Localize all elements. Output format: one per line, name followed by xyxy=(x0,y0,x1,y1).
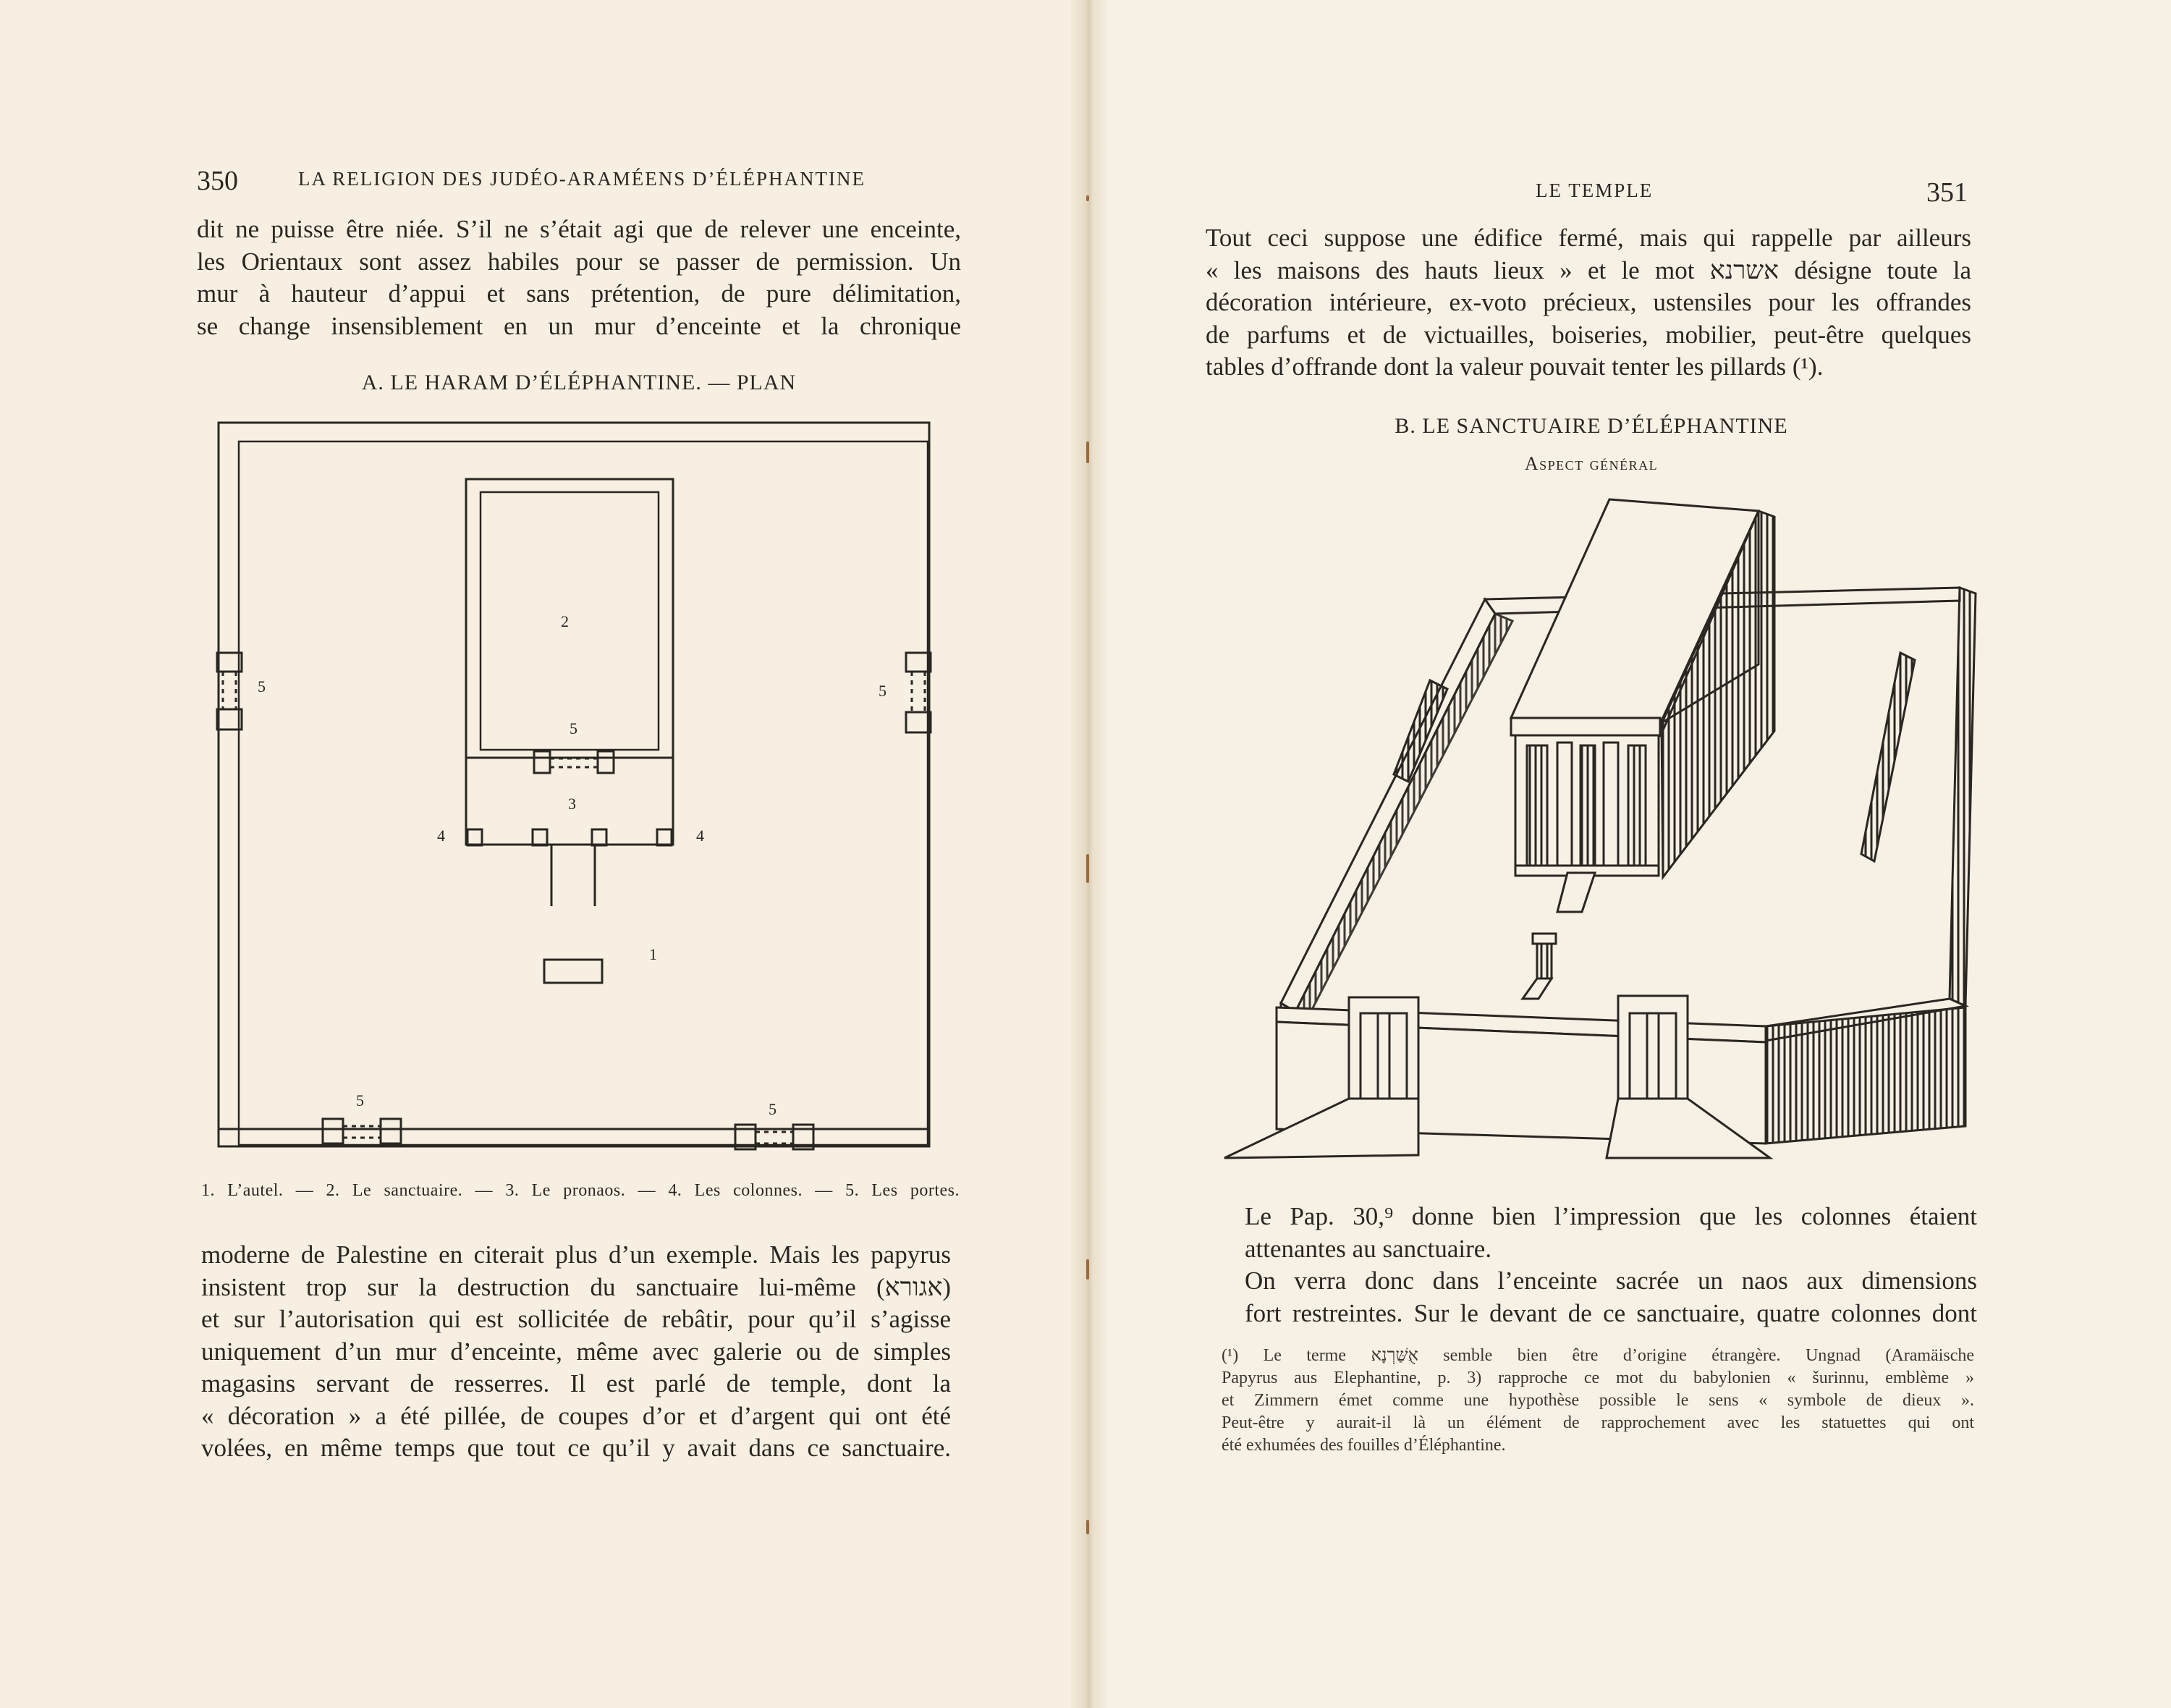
footnote-line: été exhumées des fouilles d’Éléphantine. xyxy=(1222,1436,1506,1455)
plan-label-5: 5 xyxy=(570,719,577,737)
footnote-line: et Zimmern émet comme une hypothèse possible le sens « symbole de dieux ». xyxy=(1222,1391,1974,1410)
footnote xyxy=(1222,1345,1974,1457)
plan-label-5: 5 xyxy=(769,1100,776,1118)
plan-label-5: 5 xyxy=(258,677,266,696)
text-line: de parfums et de victuailles, boiseries, mobilier, peut-être quelques xyxy=(1206,320,1971,349)
page-number-left: 350 xyxy=(197,166,238,196)
text-line: uniquement d’un mur d’enceinte, même avec galerie ou de simples xyxy=(201,1337,951,1366)
plan-legend: 1. L’autel. — 2. Le sanctuaire. — 3. Le pronaos. — 4. Les colonnes. — 5. Les portes. xyxy=(201,1181,960,1200)
plan-label-5: 5 xyxy=(879,682,886,700)
page-number-right: 351 xyxy=(1926,177,1968,208)
text-line: se change insensiblement en un mur d’enceinte et la chronique xyxy=(197,311,961,340)
plan-label-4: 4 xyxy=(696,826,704,845)
footnote-line: Papyrus aus Elephantine, p. 3) rapproche ce mot du babylonien « šurinnu, emblème » xyxy=(1222,1369,1974,1387)
text-line: mur à hauteur d’appui et sans prétention, de pure délimitation, xyxy=(197,279,961,308)
text-line: insistent trop sur la destruction du sanctuaire lui-même (אגורא) xyxy=(201,1272,951,1301)
footnote-line: Peut-être y aurait-il là un élément de rapprochement avec les statuettes qui ont xyxy=(1222,1413,1974,1432)
text-line: moderne de Palestine en citerait plus d’un exemple. Mais les papyrus xyxy=(201,1240,951,1269)
text-line: les Orientaux sont assez habiles pour se passer de permission. Un xyxy=(197,247,961,276)
text-line: magasins servant de resserres. Il est parlé de temple, dont la xyxy=(201,1369,951,1398)
running-head-left: LA RELIGION DES JUDÉO-ARAMÉENS D’ÉLÉPHANTINE xyxy=(298,168,866,190)
plan-label-4: 4 xyxy=(437,826,445,845)
running-head-right: LE TEMPLE xyxy=(1536,179,1654,201)
text-line: Tout ceci suppose une édifice fermé, mais qui rappelle par ailleurs xyxy=(1206,224,1971,252)
plan-label-5: 5 xyxy=(356,1091,364,1109)
text-line: « les maisons des hauts lieux » et le mot אשרנא désigne toute la xyxy=(1206,255,1971,284)
right-paragraph-2 xyxy=(1245,1201,1977,1329)
text-line: et sur l’autorisation qui est sollicitée de rebâtir, pour qu’il s’agisse xyxy=(201,1305,951,1333)
text-line: fort restreintes. Sur le devant de ce sanctuaire, quatre colonnes dont xyxy=(1245,1298,1977,1327)
text-line: On verra donc dans l’enceinte sacrée un naos aux dimensions xyxy=(1245,1267,1977,1295)
plan-label-3: 3 xyxy=(568,795,576,813)
figure-subcaption-b: Aspect général xyxy=(1524,453,1659,474)
text-line: volées, en même temps que tout ce qu’il y avait dans ce sanctuaire. xyxy=(201,1434,951,1462)
figure-caption-b: B. LE SANCTUAIRE D’ÉLÉPHANTINE xyxy=(1395,414,1788,438)
text-line: Le Pap. 30,⁹ donne bien l’impression que les colonnes étaient xyxy=(1245,1202,1977,1230)
plan-label-2: 2 xyxy=(561,612,569,630)
text-line: dit ne puisse être niée. S’il ne s’était agi que de relever une enceinte, xyxy=(197,215,961,243)
text-line: « décoration » a été pillée, de coupes d’or et d’argent qui ont été xyxy=(201,1401,951,1430)
footnote-line: (¹) Le terme אֻשַּׁרְנָא semble bien être d’origine étrangère. Ungnad (Aramäische xyxy=(1222,1346,1975,1365)
plan-label-1: 1 xyxy=(649,945,657,963)
text-line: tables d’offrande dont la valeur pouvait tenter les pillards (¹). xyxy=(1206,352,1824,381)
figure-caption-a: A. LE HARAM D’ÉLÉPHANTINE. — PLAN xyxy=(361,371,797,394)
text-line: attenantes au sanctuaire. xyxy=(1245,1234,1492,1263)
text-line: décoration intérieure, ex-voto précieux, ustensiles pour les offrandes xyxy=(1206,288,1971,316)
